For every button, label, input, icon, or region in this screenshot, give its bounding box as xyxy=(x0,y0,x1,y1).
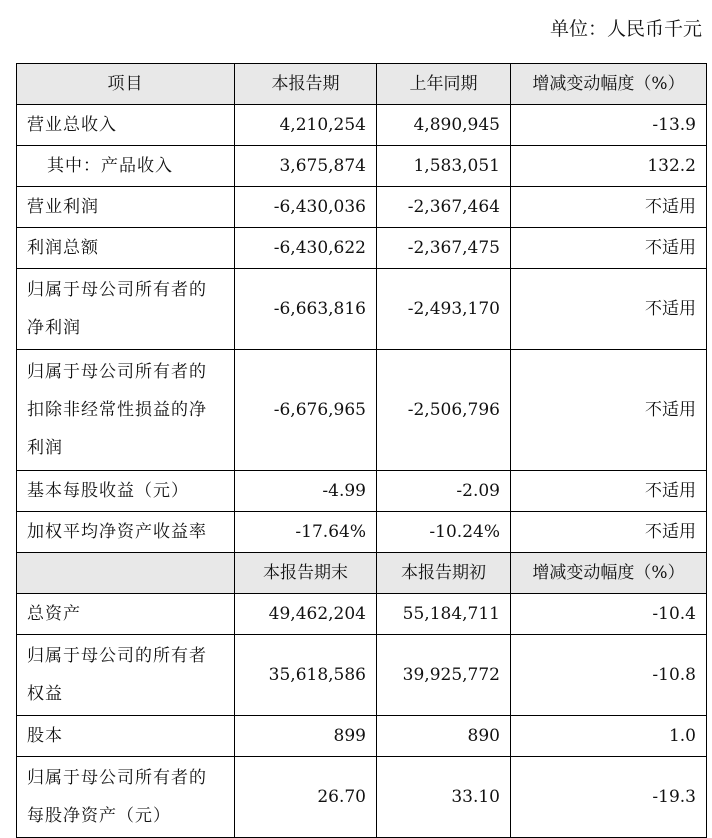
row-label-line: 利润 xyxy=(27,438,63,458)
row-label-line: 归属于母公司所有者的 xyxy=(27,768,207,788)
row-label-line: 加权平均净资产收益率 xyxy=(27,522,207,542)
change-value: 不适用 xyxy=(511,269,707,350)
table-row xyxy=(17,187,707,228)
table-row xyxy=(17,228,707,269)
row-label-line: 营业利润 xyxy=(27,197,99,217)
current-value: 35,618,586 xyxy=(235,635,377,716)
table-row xyxy=(17,757,707,838)
current-value: 49,462,204 xyxy=(235,594,377,635)
row-label xyxy=(17,187,235,228)
header-current: 本报告期末 xyxy=(235,553,377,594)
row-label-line: 权益 xyxy=(27,684,63,704)
header-change: 增减变动幅度（%） xyxy=(511,553,707,594)
current-value: 4,210,254 xyxy=(235,105,377,146)
row-label xyxy=(17,635,235,716)
change-value: -10.8 xyxy=(511,635,707,716)
previous-value: -2,367,464 xyxy=(377,187,511,228)
header-current: 本报告期 xyxy=(235,64,377,105)
table-body xyxy=(17,64,707,838)
current-value: 3,675,874 xyxy=(235,146,377,187)
row-label-line: 利润总额 xyxy=(27,238,99,258)
table-row xyxy=(17,471,707,512)
row-label-line: 归属于母公司所有者的 xyxy=(27,280,207,300)
row-label-line: 归属于母公司所有者的 xyxy=(27,362,207,382)
change-value: 不适用 xyxy=(511,187,707,228)
previous-value: 39,925,772 xyxy=(377,635,511,716)
previous-value: -2,367,475 xyxy=(377,228,511,269)
unit-label: 单位：人民币千元 xyxy=(549,18,702,40)
change-value: 不适用 xyxy=(511,228,707,269)
table-row xyxy=(17,716,707,757)
row-label xyxy=(17,471,235,512)
row-label xyxy=(17,350,235,471)
row-label-line: 每股净资产（元） xyxy=(27,806,171,826)
header-item xyxy=(17,553,235,594)
table-row xyxy=(17,269,707,350)
change-value: 不适用 xyxy=(511,350,707,471)
row-label xyxy=(17,594,235,635)
previous-value: -2,506,796 xyxy=(377,350,511,471)
previous-value: 55,184,711 xyxy=(377,594,511,635)
previous-value: -10.24% xyxy=(377,512,511,553)
previous-value: 4,890,945 xyxy=(377,105,511,146)
current-value: 26.70 xyxy=(235,757,377,838)
current-value: -6,430,622 xyxy=(235,228,377,269)
row-label-line: 营业总收入 xyxy=(27,115,117,135)
row-label-line: 股本 xyxy=(27,726,63,746)
previous-value: 33.10 xyxy=(377,757,511,838)
row-label xyxy=(17,105,235,146)
table-row xyxy=(17,594,707,635)
table-row xyxy=(17,512,707,553)
previous-value: -2,493,170 xyxy=(377,269,511,350)
current-value: -6,430,036 xyxy=(235,187,377,228)
row-label-line: 其中：产品收入 xyxy=(47,156,173,176)
financial-summary-table xyxy=(16,63,707,838)
table-header-row xyxy=(17,64,707,105)
current-value: -17.64% xyxy=(235,512,377,553)
previous-value: -2.09 xyxy=(377,471,511,512)
header-change: 增减变动幅度（%） xyxy=(511,64,707,105)
row-label-line: 归属于母公司的所有者 xyxy=(27,646,207,666)
change-value: -13.9 xyxy=(511,105,707,146)
table-row xyxy=(17,105,707,146)
current-value: -6,676,965 xyxy=(235,350,377,471)
row-label xyxy=(17,512,235,553)
row-label xyxy=(17,228,235,269)
row-label xyxy=(17,146,235,187)
current-value: -4.99 xyxy=(235,471,377,512)
header-previous: 本报告期初 xyxy=(377,553,511,594)
row-label xyxy=(17,716,235,757)
table-row xyxy=(17,635,707,716)
change-value: -10.4 xyxy=(511,594,707,635)
row-label xyxy=(17,269,235,350)
previous-value: 1,583,051 xyxy=(377,146,511,187)
row-label-line: 总资产 xyxy=(27,604,81,624)
header-previous: 上年同期 xyxy=(377,64,511,105)
change-value: -19.3 xyxy=(511,757,707,838)
previous-value: 890 xyxy=(377,716,511,757)
row-label-line: 净利润 xyxy=(27,318,81,338)
change-value: 132.2 xyxy=(511,146,707,187)
current-value: 899 xyxy=(235,716,377,757)
row-label xyxy=(17,757,235,838)
row-label-line: 扣除非经常性损益的净 xyxy=(27,400,207,420)
change-value: 不适用 xyxy=(511,471,707,512)
change-value: 不适用 xyxy=(511,512,707,553)
row-label-line: 基本每股收益（元） xyxy=(27,481,189,501)
table-row xyxy=(17,146,707,187)
table-row xyxy=(17,350,707,471)
header-item: 项目 xyxy=(17,64,235,105)
balance-header-row xyxy=(17,553,707,594)
current-value: -6,663,816 xyxy=(235,269,377,350)
change-value: 1.0 xyxy=(511,716,707,757)
